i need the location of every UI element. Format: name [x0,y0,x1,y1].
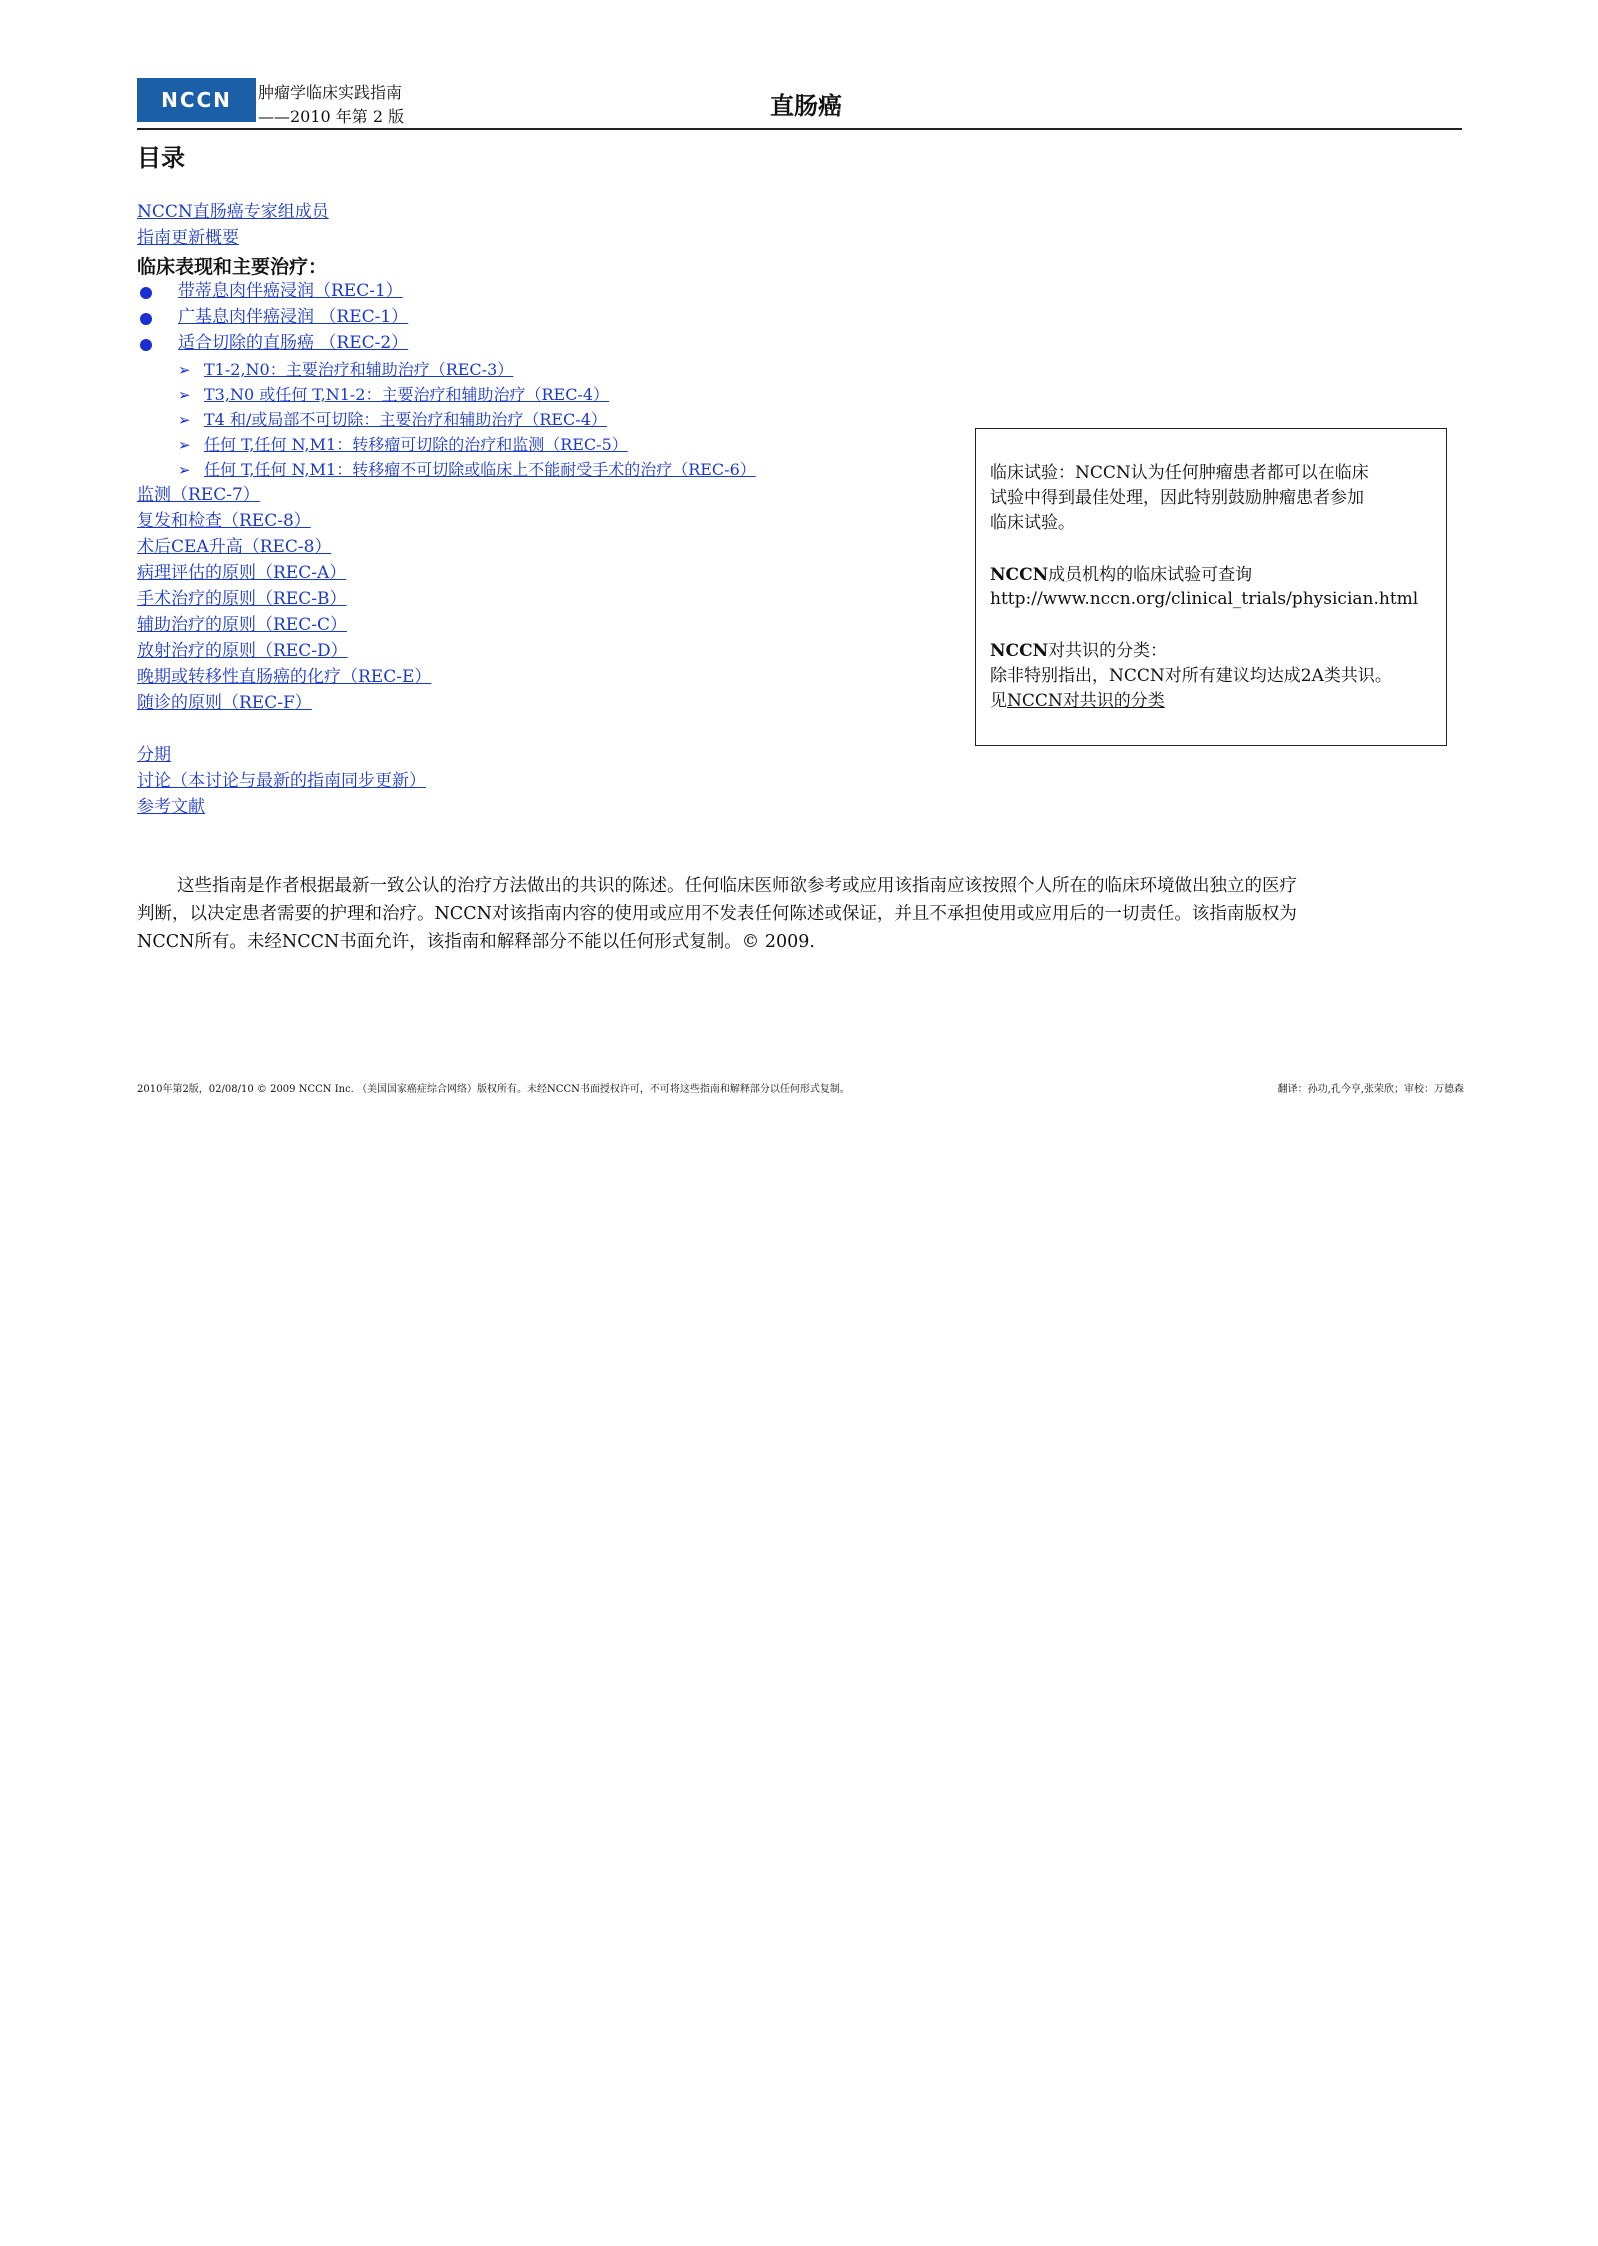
header-divider [137,128,1462,130]
bullet-icon [140,339,152,351]
arrow-bullet-icon: ➢ [178,461,191,479]
trial-line-3: 临床试验。 [990,513,1075,533]
document-title: 直肠癌 [770,92,842,120]
toc-link-rec-c[interactable]: 辅助治疗的原则（REC-C） [137,615,347,635]
member-trials-line: NCCN成员机构的临床试验可查询 [990,565,1253,585]
consensus-statement: 除非特别指出，NCCN对所有建议均达成2A类共识。 [990,666,1392,686]
toc-link-staging[interactable]: 分期 [137,745,171,765]
toc-link-rec-f[interactable]: 随诊的原则（REC-F） [137,693,312,713]
guideline-series-label: 肿瘤学临床实践指南 [258,83,403,102]
disclaimer-line-1: 这些指南是作者根据最新一致公认的治疗方法做出的共识的陈述。任何临床医师欲参考或应用该指南应该按照个人所在的临床环境做出独立的医疗 [177,876,1297,896]
toc-link-rec-e[interactable]: 晚期或转移性直肠癌的化疗（REC-E） [137,667,432,687]
footer-translators: 翻译：孙功,孔今亨,张荣欣；审校：万德森 [1277,1084,1464,1095]
consensus-see-line: 见NCCN对共识的分类 [990,691,1165,711]
toc-link-discussion[interactable]: 讨论（本讨论与最新的指南同步更新） [137,771,426,791]
toc-link-rec-6[interactable]: 任何 T,任何 N,M1：转移瘤不可切除或临床上不能耐受手术的治疗（REC-6） [204,460,756,479]
disclaimer-line-3: NCCN所有。未经NCCN书面允许，该指南和解释部分不能以任何形式复制。© 2009. [137,932,815,952]
toc-link-rec-a[interactable]: 病理评估的原则（REC-A） [137,563,347,583]
nccn-logo: NCCN [137,78,256,122]
toc-link-rec-8-recurrence[interactable]: 复发和检查（REC-8） [137,511,311,531]
bullet-icon [140,287,152,299]
arrow-bullet-icon: ➢ [178,386,191,404]
arrow-bullet-icon: ➢ [178,411,191,429]
trials-url[interactable]: http://www.nccn.org/clinical_trials/physician.html [990,589,1419,609]
bullet-icon [140,313,152,325]
toc-link-rec-d[interactable]: 放射治疗的原则（REC-D） [137,641,348,661]
clinical-trials-infobox [975,428,1447,746]
consensus-categories-link[interactable]: NCCN对共识的分类 [1007,691,1165,711]
toc-link-rec-1-sessile[interactable]: 广基息肉伴癌浸润 （REC-1） [178,307,409,327]
toc-link-rec-4-t3[interactable]: T3,N0 或任何 T,N1-2：主要治疗和辅助治疗（REC-4） [204,385,610,404]
toc-title: 目录 [137,144,185,172]
arrow-bullet-icon: ➢ [178,361,191,379]
toc-link-rec-1-pedunculated[interactable]: 带蒂息肉伴癌浸润（REC-1） [178,281,403,301]
toc-link-rec-5[interactable]: 任何 T,任何 N,M1：转移瘤可切除的治疗和监测（REC-5） [204,435,628,454]
footer-copyright: 2010年第2版，02/08/10 © 2009 NCCN Inc. （美国国家癌症综合网络）版权所有。未经NCCN书面授权许可，不可将这些指南和解释部分以任何形式复制。 [137,1084,850,1095]
arrow-bullet-icon: ➢ [178,436,191,454]
toc-link-update-summary[interactable]: 指南更新概要 [137,228,239,248]
toc-link-panel-members[interactable]: NCCN直肠癌专家组成员 [137,202,329,222]
consensus-heading: NCCN对共识的分类： [990,641,1168,661]
trial-line-2: 试验中得到最佳处理，因此特别鼓励肿瘤患者参加 [990,488,1364,508]
guideline-version-label: ——2010 年第 2 版 [258,107,405,126]
toc-link-rec-7[interactable]: 监测（REC-7） [137,485,260,505]
toc-link-references[interactable]: 参考文献 [137,797,205,817]
toc-section-heading: 临床表现和主要治疗： [137,256,328,278]
toc-link-rec-3[interactable]: T1-2,N0：主要治疗和辅助治疗（REC-3） [204,360,514,379]
trial-line-1: 临床试验：NCCN认为任何肿瘤患者都可以在临床 [990,463,1369,483]
toc-link-rec-2-resectable[interactable]: 适合切除的直肠癌 （REC-2） [178,333,409,353]
disclaimer-line-2: 判断，以决定患者需要的护理和治疗。NCCN对该指南内容的使用或应用不发表任何陈述或保证，并且不承担使用或应用后的一切责任。该指南版权为 [137,904,1297,924]
disclaimer-paragraph [137,872,1462,956]
toc-link-rec-b[interactable]: 手术治疗的原则（REC-B） [137,589,347,609]
toc-link-rec-4-t4[interactable]: T4 和/或局部不可切除：主要治疗和辅助治疗（REC-4） [204,410,607,429]
toc-link-rec-8-cea[interactable]: 术后CEA升高（REC-8） [137,537,332,557]
